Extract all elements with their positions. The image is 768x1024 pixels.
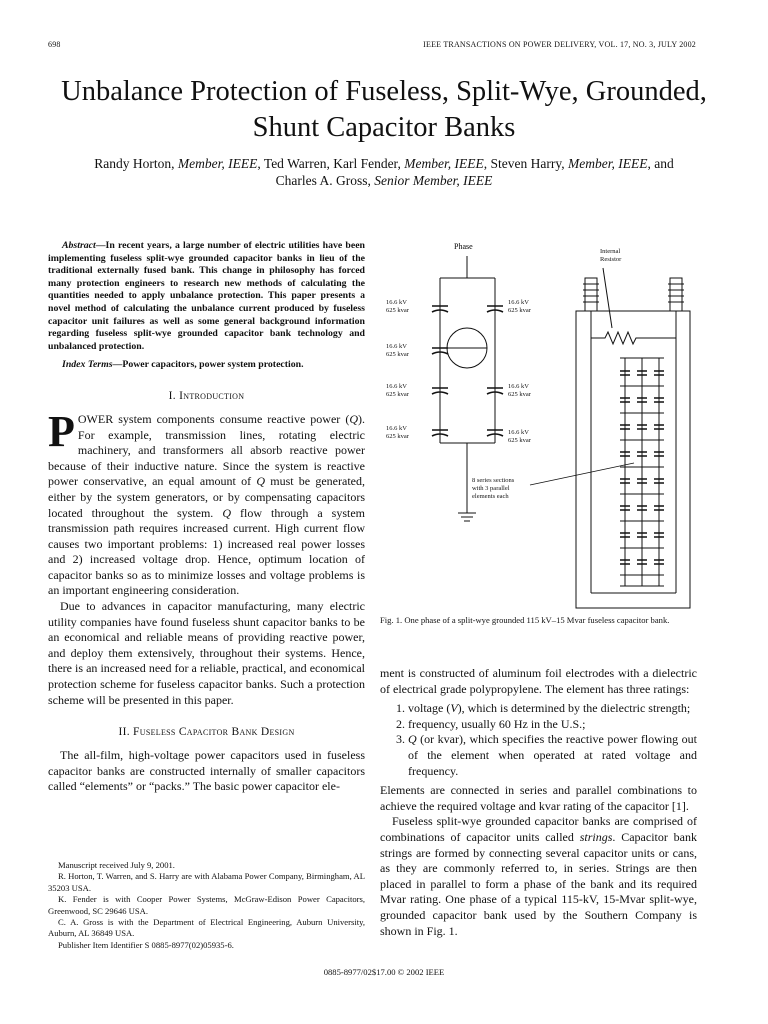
author-list: Randy Horton, Member, IEEE, Ted Warren, Karl Fender, Member, IEEE, Steven Harry, Member, IEEE, and Charles A. Gross, Senior Member, IEEE	[94, 156, 674, 188]
text-run: must be generated, either by the system generators, or by compensating capacitors located throughout the system.	[48, 474, 365, 520]
paper-title: Unbalance Protection of Fuseless, Split-Wye, Grounded, Shunt Capacitor Banks	[61, 76, 707, 143]
internal-label: Resistor	[600, 256, 622, 263]
rating-kv: 16.6 kV	[508, 383, 529, 390]
math-symbol: V	[450, 701, 458, 716]
copyright-footer: 0885-8977/02$17.00 © 2002 IEEE	[323, 967, 445, 977]
rating-kvar: 625 kvar	[386, 433, 409, 440]
note-line: with 3 parallel	[472, 485, 510, 492]
index-terms-label: Index Terms	[62, 359, 113, 371]
list-item: 2. frequency, usually 60 Hz in the U.S.;	[408, 717, 697, 733]
paragraph: The all-film, high-voltage power capacitors used in fuseless capacitor banks are constructed internally of smaller capacitors called “elements” or “packs.” The basic power capacitor ele-	[48, 748, 365, 794]
footnote: Publisher Item Identifier S 0885-8977(02)05935-6.	[58, 939, 234, 950]
author-name: Ted Warren, Karl Fender	[263, 156, 398, 171]
math-symbol: Q	[349, 411, 358, 426]
abstract	[48, 240, 365, 353]
rating-kvar: 625 kvar	[386, 391, 409, 398]
rating-kvar: 625 kvar	[386, 307, 409, 314]
rating-kvar: 625 kvar	[508, 391, 531, 398]
text-run: ). For example, transmission lines, rotating electric machinery, and transformers all absorb reactive power because of their inductive nature. Since the system is reactive power conservative, an equal amount of	[48, 411, 365, 489]
figure-caption: Fig. 1. One phase of a split-wye grounded 115 kV–15 Mvar fuseless capacitor bank.	[380, 615, 670, 625]
rating-kvar: 625 kvar	[508, 437, 531, 444]
paragraph	[48, 406, 365, 599]
element-grid	[620, 358, 664, 586]
rating-kv: 16.6 kV	[386, 299, 407, 306]
footnote: Manuscript received July 9, 2001.	[58, 860, 175, 870]
paragraph: Due to advances in capacitor manufacturing, many electric utility companies have found fuseless shunt capacitor banks to be an economical and reliable means of providing reactive power, and deploy them extensively, throughout their systems. Hence, there is an increased need for a reliable, practical, and economical protection scheme for fuseless capacitor banks. Such a protection scheme will be presented in this paper.	[48, 599, 365, 707]
rating-kv: 16.6 kV	[386, 343, 407, 350]
author-name: Steven Harry	[490, 156, 562, 171]
author-name: Randy Horton	[94, 156, 172, 171]
internal-label: Internal	[600, 248, 621, 255]
author-role: Senior Member, IEEE	[374, 173, 493, 188]
capacitor-bank-figure	[380, 238, 710, 618]
math-symbol: Q	[222, 505, 231, 520]
index-terms-text: —Power capacitors, power system protection.	[112, 359, 304, 371]
text-run: Fuseless split-wye grounded capacitor banks are comprised of combinations of capacitor units called	[380, 814, 697, 844]
index-terms	[48, 359, 365, 372]
paragraph: ment is constructed of aluminum foil electrodes with a dielectric of electrical grade polypropylene. The element has three ratings:	[380, 666, 697, 696]
note-line: 8 series sections	[472, 477, 515, 484]
list-item	[408, 732, 697, 779]
phase-label: Phase	[454, 242, 473, 251]
journal-header: IEEE TRANSACTIONS ON POWER DELIVERY, VOL. 17, NO. 3, JULY 2002	[423, 40, 696, 49]
drop-cap: P	[48, 406, 75, 456]
rating-kv: 16.6 kV	[508, 299, 529, 306]
author-name: Charles A. Gross	[275, 173, 368, 188]
text-run: OWER system components consume reactive power (	[77, 411, 350, 426]
capacitor-symbols	[432, 306, 503, 436]
footnote: C. A. Gross is with the Department of Electrical Engineering, Auburn University, Auburn, AL 36849 USA.	[48, 917, 365, 939]
emphasis: strings	[579, 829, 613, 844]
footnote: R. Horton, T. Warren, and S. Harry are with Alabama Power Company, Birmingham, AL 35203 USA.	[48, 871, 365, 893]
capacitor-ratings	[386, 248, 622, 500]
footnotes	[48, 860, 365, 951]
abstract-text: —In recent years, a large number of electric utilities have been implementing fuseless split-wye grounded capacitor banks in lieu of the traditional externally fused bank. This change in philosophy has forced many protection engineers to research new methods of calculating the quantities needed to apply unbalance protection. This paper presents a novel method of calculating the unbalance current produced by fuseless capacitor unit failures as well as some general background information regarding fuseless split-wye grounded capacitor bank technology and unbalanced protection.	[48, 240, 365, 352]
author-role: Member, IEEE	[567, 156, 648, 171]
paragraph: Elements are connected in series and parallel combinations to achieve the required voltage and kvar rating of the capacitor [1].	[380, 783, 697, 813]
rating-kv: 16.6 kV	[386, 425, 407, 432]
rating-kv: 16.6 kV	[508, 429, 529, 436]
footnote: K. Fender is with Cooper Power Systems, McGraw-Edison Power Capacitors, Greenwood, SC 29646 USA.	[48, 894, 365, 916]
list-item	[408, 701, 697, 717]
text-run: (or kvar), which specifies the reactive power flowing out of the element when operated at rated voltage and frequency.	[408, 732, 697, 778]
text-run: ), which is determined by the dielectric strength;	[457, 701, 691, 716]
note-line: elements each	[472, 493, 509, 500]
section-heading: I. Introduction	[168, 389, 245, 402]
ratings-list	[380, 701, 697, 779]
right-column	[380, 666, 697, 939]
capacitor-can	[576, 268, 690, 608]
author-role: Member, IEEE	[177, 156, 258, 171]
rating-kvar: 625 kvar	[508, 307, 531, 314]
author-role: Member, IEEE	[404, 156, 484, 171]
abstract-label: Abstract	[62, 240, 96, 251]
rating-kvar: 625 kvar	[386, 351, 409, 358]
left-column	[48, 240, 365, 795]
math-symbol: Q	[408, 732, 417, 747]
paragraph	[380, 814, 697, 939]
text-run: flow through a system transmission path requires increased current. High current flow causes two important problems: 1) increased real power losses and 2) increased voltage drop. Hence, optimum location of capacitor banks so as to minimize losses and voltage problems is an important engineering consideration.	[48, 505, 365, 598]
text-run: . Capacitor bank strings are formed by connecting several capacitor units or cans, as they are commonly referred to, in series. Strings are then placed in parallel to form a phase of the bank and its required Mvar rating. One phase of a typical 115-kV, 15-Mvar split-wye, grounded capacitor bank used by the Southern Company is shown in Fig. 1.	[380, 829, 697, 938]
math-symbol: Q	[256, 474, 265, 489]
text-run: voltage (	[408, 701, 451, 716]
page-number: 698	[48, 40, 61, 49]
rating-kv: 16.6 kV	[386, 383, 407, 390]
section-heading: II. Fuseless Capacitor Bank Design	[118, 726, 295, 739]
